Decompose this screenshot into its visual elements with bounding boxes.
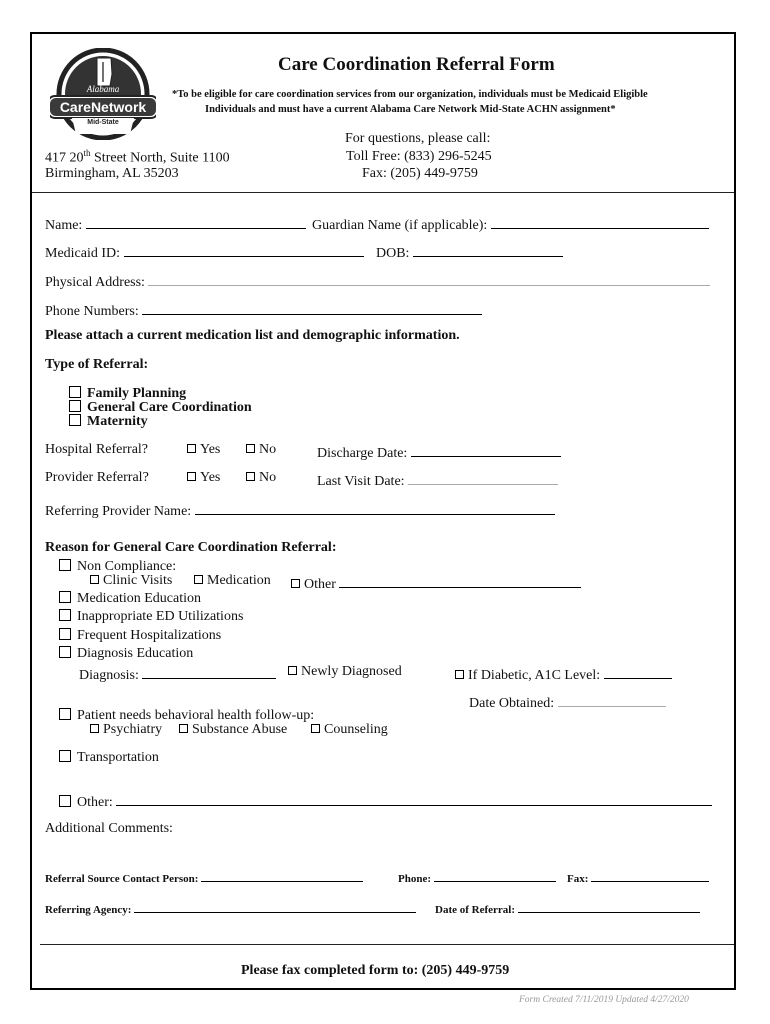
alabama-care-network-logo — [50, 48, 156, 140]
checkbox-icon — [90, 724, 99, 733]
logo-bottom-text: Mid-State — [87, 119, 119, 126]
checkbox-icon — [59, 750, 71, 762]
reason-medication-education[interactable]: Medication Education — [59, 591, 201, 607]
checkbox-icon — [311, 724, 320, 733]
contact-fax-field[interactable]: Fax: — [567, 870, 709, 885]
checkbox-icon — [246, 472, 255, 481]
checkbox-icon — [455, 670, 464, 679]
diagnosis-field[interactable]: Diagnosis: — [79, 664, 276, 684]
eligibility-line-1: *To be eligible for care coordination services from our organization, individuals must be Medicaid Eligible — [172, 89, 648, 100]
newly-diagnosed-checkbox[interactable]: Newly Diagnosed — [288, 664, 402, 680]
checkbox-icon — [59, 591, 71, 603]
checkbox-icon — [194, 575, 203, 584]
reason-behavioral-health[interactable]: Patient needs behavioral health follow-up: — [59, 708, 314, 724]
last-visit-date-field[interactable]: Last Visit Date: — [317, 470, 558, 490]
address-line-2: Birmingham, AL 35203 — [45, 166, 179, 181]
footer-divider — [40, 944, 734, 945]
checkbox-icon — [59, 795, 71, 807]
dob-field[interactable]: DOB: — [376, 242, 563, 262]
checkbox-icon — [59, 559, 71, 571]
checkbox-icon — [291, 579, 300, 588]
non-compliance-medication[interactable]: Medication — [194, 573, 271, 589]
referral-option-maternity[interactable]: Maternity — [69, 414, 148, 430]
reason-diagnosis-education[interactable]: Diagnosis Education — [59, 646, 193, 662]
behavioral-substance-abuse[interactable]: Substance Abuse — [179, 722, 287, 738]
additional-comments-label: Additional Comments: — [45, 821, 173, 836]
checkbox-icon — [59, 646, 71, 658]
form-title: Care Coordination Referral Form — [278, 54, 555, 75]
a1c-level-field[interactable]: If Diabetic, A1C Level: — [455, 664, 672, 684]
referral-source-contact-field[interactable]: Referral Source Contact Person: — [45, 870, 363, 885]
checkbox-icon — [59, 609, 71, 621]
phone-numbers-field[interactable]: Phone Numbers: — [45, 300, 482, 320]
reason-non-compliance[interactable]: Non Compliance: — [59, 559, 176, 575]
attach-note: Please attach a current medication list and demographic information. — [45, 328, 460, 343]
checkbox-icon — [59, 628, 71, 640]
header-divider — [32, 192, 734, 193]
physical-address-field[interactable]: Physical Address: — [45, 271, 710, 291]
contact-phone-field[interactable]: Phone: — [398, 870, 556, 885]
checkbox-icon — [90, 575, 99, 584]
logo-middle-text: CareNetwork — [59, 99, 147, 115]
eligibility-line-2: Individuals and must have a current Alabama Care Network Mid-State ACHN assignment* — [205, 104, 616, 115]
checkbox-icon — [246, 444, 255, 453]
date-obtained-field[interactable]: Date Obtained: — [469, 692, 666, 712]
provider-yes-checkbox[interactable]: Yes — [187, 470, 220, 486]
checkbox-icon — [69, 400, 81, 412]
reason-transportation[interactable]: Transportation — [59, 750, 159, 766]
behavioral-counseling[interactable]: Counseling — [311, 722, 388, 738]
referral-option-general-care[interactable]: General Care Coordination — [69, 400, 252, 416]
behavioral-psychiatry[interactable]: Psychiatry — [90, 722, 162, 738]
checkbox-icon — [179, 724, 188, 733]
reason-other[interactable]: Other: — [59, 791, 712, 811]
referring-agency-field[interactable]: Referring Agency: — [45, 901, 416, 916]
provider-referral-label: Provider Referral? — [45, 470, 149, 485]
checkbox-icon — [288, 666, 297, 675]
medicaid-id-field[interactable]: Medicaid ID: — [45, 242, 364, 262]
questions-text: For questions, please call: — [345, 131, 491, 146]
referring-provider-field[interactable]: Referring Provider Name: — [45, 500, 555, 520]
reason-heading: Reason for General Care Coordination Referral: — [45, 540, 337, 555]
hospital-yes-checkbox[interactable]: Yes — [187, 442, 220, 458]
discharge-date-field[interactable]: Discharge Date: — [317, 442, 561, 462]
date-of-referral-field[interactable]: Date of Referral: — [435, 901, 700, 916]
logo-top-text: Alabama — [86, 84, 120, 94]
provider-no-checkbox[interactable]: No — [246, 470, 276, 486]
address-line-1: 417 20th Street North, Suite 1100 — [45, 148, 230, 166]
reason-frequent-hospitalizations[interactable]: Frequent Hospitalizations — [59, 628, 221, 644]
non-compliance-clinic-visits[interactable]: Clinic Visits — [90, 573, 172, 589]
checkbox-icon — [187, 472, 196, 481]
toll-free-number: Toll Free: (833) 296-5245 — [346, 149, 492, 164]
reason-inappropriate-ed[interactable]: Inappropriate ED Utilizations — [59, 609, 243, 625]
guardian-name-field[interactable]: Guardian Name (if applicable): — [312, 214, 709, 234]
referral-option-family-planning[interactable]: Family Planning — [69, 386, 186, 402]
checkbox-icon — [59, 708, 71, 720]
referral-type-heading: Type of Referral: — [45, 357, 149, 372]
hospital-referral-label: Hospital Referral? — [45, 442, 149, 457]
hospital-no-checkbox[interactable]: No — [246, 442, 276, 458]
form-created-note: Form Created 7/11/2019 Updated 4/27/2020 — [519, 995, 689, 1005]
non-compliance-other[interactable]: Other — [291, 573, 581, 593]
checkbox-icon — [187, 444, 196, 453]
checkbox-icon — [69, 386, 81, 398]
fax-number: Fax: (205) 449-9759 — [362, 166, 478, 181]
checkbox-icon — [69, 414, 81, 426]
name-field[interactable]: Name: — [45, 214, 306, 234]
fax-instruction: Please fax completed form to: (205) 449-9759 — [241, 963, 510, 978]
